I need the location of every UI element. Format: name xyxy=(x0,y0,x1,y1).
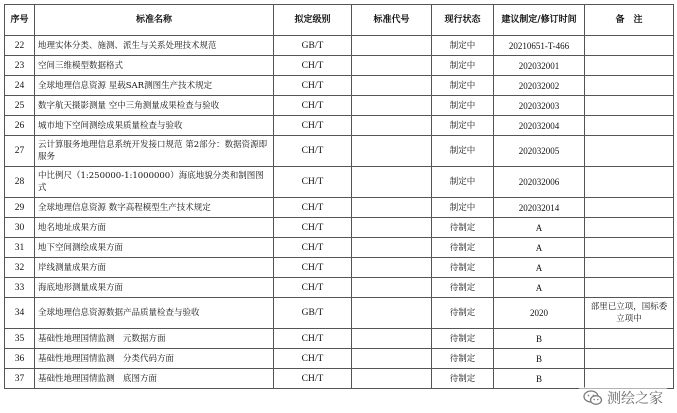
cell-name: 基础性地理国情监测 分类代码方面 xyxy=(35,349,274,369)
cell-status: 制定中 xyxy=(432,76,494,96)
cell-status: 待制定 xyxy=(432,258,494,278)
cell-seq: 26 xyxy=(5,116,35,136)
table-row xyxy=(5,56,674,76)
cell-code xyxy=(352,36,432,56)
table-row xyxy=(5,278,674,298)
cell-seq: 32 xyxy=(5,258,35,278)
watermark xyxy=(579,387,667,409)
cell-name: 基础性地理国情监测 底图方面 xyxy=(35,369,274,389)
cell-seq: 28 xyxy=(5,167,35,198)
header-seq: 序号 xyxy=(5,5,35,36)
cell-status: 待制定 xyxy=(432,218,494,238)
cell-remark xyxy=(585,36,674,56)
cell-level: CH/T xyxy=(274,238,352,258)
cell-level: CH/T xyxy=(274,198,352,218)
table-row xyxy=(5,218,674,238)
header-remark: 备 注 xyxy=(585,5,674,36)
cell-plan-time: A xyxy=(494,238,585,258)
cell-level: GB/T xyxy=(274,298,352,329)
cell-code xyxy=(352,116,432,136)
header-plan-time: 建议制定/修订时间 xyxy=(494,5,585,36)
cell-plan-time: 202032005 xyxy=(494,136,585,167)
cell-plan-time: B xyxy=(494,329,585,349)
cell-remark xyxy=(585,278,674,298)
cell-status: 待制定 xyxy=(432,369,494,389)
cell-seq: 24 xyxy=(5,76,35,96)
cell-level: CH/T xyxy=(274,258,352,278)
cell-status: 制定中 xyxy=(432,56,494,76)
cell-code xyxy=(352,278,432,298)
cell-plan-time: 202032006 xyxy=(494,167,585,198)
cell-status: 制定中 xyxy=(432,96,494,116)
cell-plan-time: 202032004 xyxy=(494,116,585,136)
cell-code xyxy=(352,218,432,238)
cell-code xyxy=(352,198,432,218)
cell-remark xyxy=(585,349,674,369)
table-row xyxy=(5,167,674,198)
cell-name: 城市地下空间测绘成果质量检查与验收 xyxy=(35,116,274,136)
cell-status: 制定中 xyxy=(432,36,494,56)
cell-remark xyxy=(585,136,674,167)
cell-name: 基础性地理国情监测 元数据方面 xyxy=(35,329,274,349)
cell-level: CH/T xyxy=(274,56,352,76)
header-code: 标准代号 xyxy=(352,5,432,36)
cell-remark: 部里已立项，国标委立项中 xyxy=(585,298,674,329)
cell-level: CH/T xyxy=(274,218,352,238)
cell-status: 待制定 xyxy=(432,329,494,349)
table-row xyxy=(5,369,674,389)
cell-plan-time: 2020 xyxy=(494,298,585,329)
table-row xyxy=(5,36,674,56)
cell-plan-time: 202032002 xyxy=(494,76,585,96)
cell-code xyxy=(352,238,432,258)
cell-plan-time: 20210651-T-466 xyxy=(494,36,585,56)
table-row xyxy=(5,198,674,218)
cell-level: CH/T xyxy=(274,96,352,116)
header-name: 标准名称 xyxy=(35,5,274,36)
cell-remark xyxy=(585,369,674,389)
cell-code xyxy=(352,349,432,369)
cell-code xyxy=(352,167,432,198)
cell-remark xyxy=(585,198,674,218)
cell-plan-time: A xyxy=(494,258,585,278)
cell-name: 地理实体分类、施测、派生与关系处理技术规范 xyxy=(35,36,274,56)
cell-name: 地名地址成果方面 xyxy=(35,218,274,238)
cell-status: 制定中 xyxy=(432,198,494,218)
cell-seq: 22 xyxy=(5,36,35,56)
table-row xyxy=(5,96,674,116)
cell-remark xyxy=(585,56,674,76)
table-row xyxy=(5,329,674,349)
watermark-text: 测绘之家 xyxy=(607,391,663,407)
cell-status: 待制定 xyxy=(432,349,494,369)
cell-name: 全球地理信息资源 星载SAR测图生产技术规定 xyxy=(35,76,274,96)
cell-code xyxy=(352,298,432,329)
cell-level: CH/T xyxy=(274,369,352,389)
cell-level: CH/T xyxy=(274,329,352,349)
cell-status: 制定中 xyxy=(432,167,494,198)
cell-plan-time: A xyxy=(494,278,585,298)
cell-plan-time: B xyxy=(494,349,585,369)
cell-level: CH/T xyxy=(274,76,352,96)
cell-seq: 33 xyxy=(5,278,35,298)
standards-table xyxy=(4,4,674,389)
cell-name: 数字航天摄影测量 空中三角测量成果检查与验收 xyxy=(35,96,274,116)
table-row xyxy=(5,76,674,96)
cell-remark xyxy=(585,218,674,238)
table-row xyxy=(5,136,674,167)
cell-seq: 31 xyxy=(5,238,35,258)
cell-code xyxy=(352,258,432,278)
cell-seq: 23 xyxy=(5,56,35,76)
cell-level: CH/T xyxy=(274,136,352,167)
cell-level: CH/T xyxy=(274,278,352,298)
cell-seq: 27 xyxy=(5,136,35,167)
cell-level: CH/T xyxy=(274,116,352,136)
table-body xyxy=(5,36,674,389)
cell-seq: 34 xyxy=(5,298,35,329)
cell-remark xyxy=(585,76,674,96)
cell-plan-time: 202032003 xyxy=(494,96,585,116)
table-row xyxy=(5,116,674,136)
cell-status: 制定中 xyxy=(432,116,494,136)
wechat-icon xyxy=(583,390,603,406)
cell-seq: 36 xyxy=(5,349,35,369)
table-row xyxy=(5,238,674,258)
cell-status: 待制定 xyxy=(432,278,494,298)
cell-seq: 30 xyxy=(5,218,35,238)
cell-code xyxy=(352,96,432,116)
cell-plan-time: B xyxy=(494,369,585,389)
cell-code xyxy=(352,76,432,96)
cell-name: 全球地理信息资源 数字高程模型生产技术规定 xyxy=(35,198,274,218)
cell-seq: 37 xyxy=(5,369,35,389)
table-row xyxy=(5,298,674,329)
cell-remark xyxy=(585,96,674,116)
cell-plan-time: A xyxy=(494,218,585,238)
cell-code xyxy=(352,329,432,349)
cell-remark xyxy=(585,329,674,349)
cell-code xyxy=(352,136,432,167)
header-status: 现行状态 xyxy=(432,5,494,36)
cell-remark xyxy=(585,116,674,136)
cell-name: 岸线测量成果方面 xyxy=(35,258,274,278)
cell-code xyxy=(352,56,432,76)
cell-remark xyxy=(585,238,674,258)
table-row xyxy=(5,258,674,278)
cell-remark xyxy=(585,167,674,198)
cell-plan-time: 202032014 xyxy=(494,198,585,218)
cell-code xyxy=(352,369,432,389)
cell-seq: 29 xyxy=(5,198,35,218)
cell-seq: 35 xyxy=(5,329,35,349)
cell-name: 云计算服务地理信息系统开发接口规范 第2部分：数据资源即服务 xyxy=(35,136,274,167)
cell-level: CH/T xyxy=(274,167,352,198)
standards-table-container xyxy=(4,4,674,389)
cell-name: 海底地形测量成果方面 xyxy=(35,278,274,298)
header-level: 拟定级别 xyxy=(274,5,352,36)
cell-name: 地下空间测绘成果方面 xyxy=(35,238,274,258)
cell-status: 待制定 xyxy=(432,238,494,258)
cell-level: GB/T xyxy=(274,36,352,56)
cell-name: 空间三维模型数据格式 xyxy=(35,56,274,76)
cell-remark xyxy=(585,258,674,278)
cell-status: 待制定 xyxy=(432,298,494,329)
cell-name: 中比例尺（1:250000-1:1000000）海底地貌分类和制图图式 xyxy=(35,167,274,198)
cell-seq: 25 xyxy=(5,96,35,116)
table-row xyxy=(5,349,674,369)
cell-level: CH/T xyxy=(274,349,352,369)
table-header-row xyxy=(5,5,674,36)
cell-name: 全球地理信息资源数据产品质量检查与验收 xyxy=(35,298,274,329)
cell-plan-time: 202032001 xyxy=(494,56,585,76)
cell-status: 制定中 xyxy=(432,136,494,167)
